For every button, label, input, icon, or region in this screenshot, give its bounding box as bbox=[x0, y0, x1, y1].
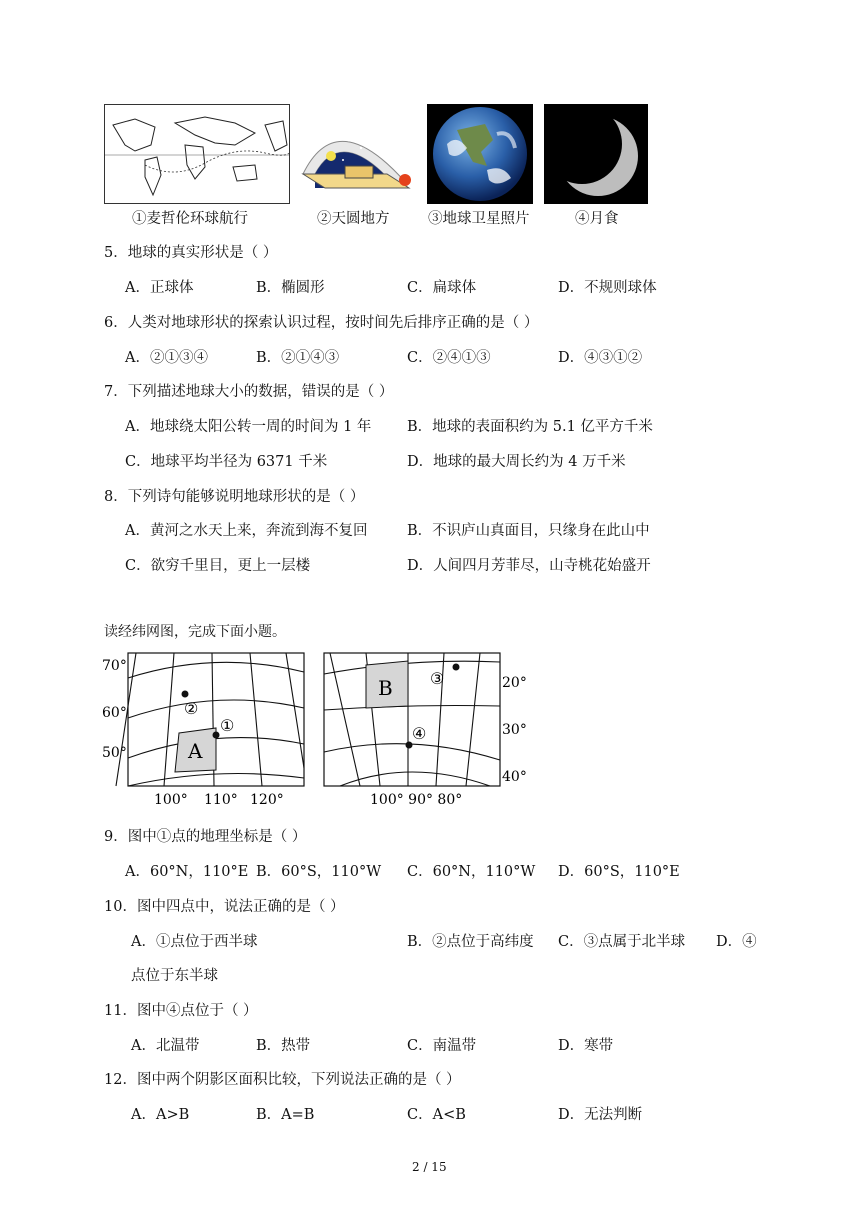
q9-stem: 9．图中①点的地理坐标是（ ） bbox=[104, 829, 307, 845]
map1-point-1-label: ① bbox=[220, 716, 235, 735]
q9-option-d[interactable]: D．60°S，110°E bbox=[558, 864, 680, 880]
q5-option-c[interactable]: C．扁球体 bbox=[407, 280, 477, 296]
map2-area-b-label: B bbox=[378, 676, 393, 700]
q7-option-b[interactable]: B．地球的表面积约为 5.1 亿平方千米 bbox=[407, 419, 653, 435]
q10-option-a[interactable]: A．①点位于西半球 bbox=[131, 934, 258, 950]
q6-option-d[interactable]: D．④③①② bbox=[558, 350, 643, 366]
q11-stem: 11．图中④点位于（ ） bbox=[104, 1003, 258, 1019]
q10-stem: 10．图中四点中，说法正确的是（ ） bbox=[104, 899, 345, 915]
q11-option-c[interactable]: C．南温带 bbox=[407, 1038, 477, 1054]
q12-option-d[interactable]: D．无法判断 bbox=[558, 1107, 643, 1123]
q10-option-d-continued: 点位于东半球 bbox=[131, 968, 218, 984]
map2-lat-30: 30° bbox=[502, 722, 527, 738]
q12-option-b[interactable]: B．A=B bbox=[256, 1107, 315, 1123]
q7-option-c[interactable]: C．地球平均半径为 6371 千米 bbox=[125, 454, 328, 470]
image-caption-1: ①麦哲伦环球航行 bbox=[132, 211, 248, 227]
q5-option-d[interactable]: D．不规则球体 bbox=[558, 280, 657, 296]
map1-area-a-label: A bbox=[188, 739, 203, 763]
q7-option-a[interactable]: A．地球绕太阳公转一周的时间为 1 年 bbox=[125, 419, 372, 435]
map2-point-3-label: ③ bbox=[430, 669, 445, 688]
map2-point-4-label: ④ bbox=[412, 724, 427, 743]
q8-option-b[interactable]: B．不识庐山真面目，只缘身在此山中 bbox=[407, 523, 650, 539]
image-caption-4: ④月食 bbox=[575, 211, 619, 227]
q6-option-b[interactable]: B．②①④③ bbox=[256, 350, 340, 366]
q10-option-d[interactable]: D．④ bbox=[716, 934, 757, 950]
page-number: 2 / 15 bbox=[412, 1160, 447, 1174]
q9-option-b[interactable]: B．60°S，110°W bbox=[256, 864, 382, 880]
lat-lon-grid-map-1 bbox=[96, 648, 316, 808]
q5-stem: 5．地球的真实形状是（ ） bbox=[104, 245, 278, 261]
q8-option-a[interactable]: A．黄河之水天上来，奔流到海不复回 bbox=[125, 523, 368, 539]
lunar-eclipse-photo bbox=[544, 104, 648, 204]
q6-option-c[interactable]: C．②④①③ bbox=[407, 350, 491, 366]
section-intro: 读经纬网图，完成下面小题。 bbox=[104, 624, 286, 640]
magellan-map-image bbox=[104, 104, 290, 204]
q8-option-d[interactable]: D．人间四月芳菲尽，山寺桃花始盛开 bbox=[407, 558, 651, 574]
q9-option-c[interactable]: C．60°N，110°W bbox=[407, 864, 536, 880]
q12-option-a[interactable]: A．A>B bbox=[131, 1107, 190, 1123]
map1-lat-50: 50° bbox=[102, 745, 127, 761]
q5-option-a[interactable]: A．正球体 bbox=[125, 280, 194, 296]
q9-option-a[interactable]: A．60°N，110°E bbox=[125, 864, 249, 880]
q10-option-c[interactable]: C．③点属于北半球 bbox=[558, 934, 686, 950]
q11-option-d[interactable]: D．寒带 bbox=[558, 1038, 614, 1054]
lat-lon-grid-map-2 bbox=[320, 648, 532, 808]
q5-option-b[interactable]: B．椭圆形 bbox=[256, 280, 325, 296]
q6-option-a[interactable]: A．②①③④ bbox=[125, 350, 208, 366]
map1-lon-120: 120° bbox=[250, 792, 284, 808]
map1-point-2-label: ② bbox=[184, 699, 199, 718]
map2-lon-labels: 100° 90° 80° bbox=[370, 792, 463, 808]
map2-lat-20: 20° bbox=[502, 675, 527, 691]
q12-stem: 12．图中两个阴影区面积比较，下列说法正确的是（ ） bbox=[104, 1072, 461, 1088]
map1-lat-70: 70° bbox=[102, 658, 127, 674]
map1-lon-110: 110° bbox=[204, 792, 238, 808]
q10-option-b[interactable]: B．②点位于高纬度 bbox=[407, 934, 534, 950]
q11-option-a[interactable]: A．北温带 bbox=[131, 1038, 200, 1054]
q8-stem: 8．下列诗句能够说明地球形状的是（ ） bbox=[104, 489, 365, 505]
earth-satellite-photo bbox=[427, 104, 533, 204]
map1-lat-60: 60° bbox=[102, 705, 127, 721]
map1-lon-100: 100° bbox=[154, 792, 188, 808]
q6-stem: 6．人类对地球形状的探索认识过程，按时间先后排序正确的是（ ） bbox=[104, 315, 539, 331]
map2-lat-40: 40° bbox=[502, 769, 527, 785]
q11-option-b[interactable]: B．热带 bbox=[256, 1038, 311, 1054]
q12-option-c[interactable]: C．A<B bbox=[407, 1107, 466, 1123]
q8-option-c[interactable]: C．欲穷千里目，更上一层楼 bbox=[125, 558, 311, 574]
image-caption-3: ③地球卫星照片 bbox=[428, 211, 530, 227]
round-sky-square-earth-image bbox=[297, 104, 417, 204]
q7-option-d[interactable]: D．地球的最大周长约为 4 万千米 bbox=[407, 454, 626, 470]
q7-stem: 7．下列描述地球大小的数据，错误的是（ ） bbox=[104, 384, 394, 400]
image-caption-2: ②天圆地方 bbox=[317, 211, 390, 227]
